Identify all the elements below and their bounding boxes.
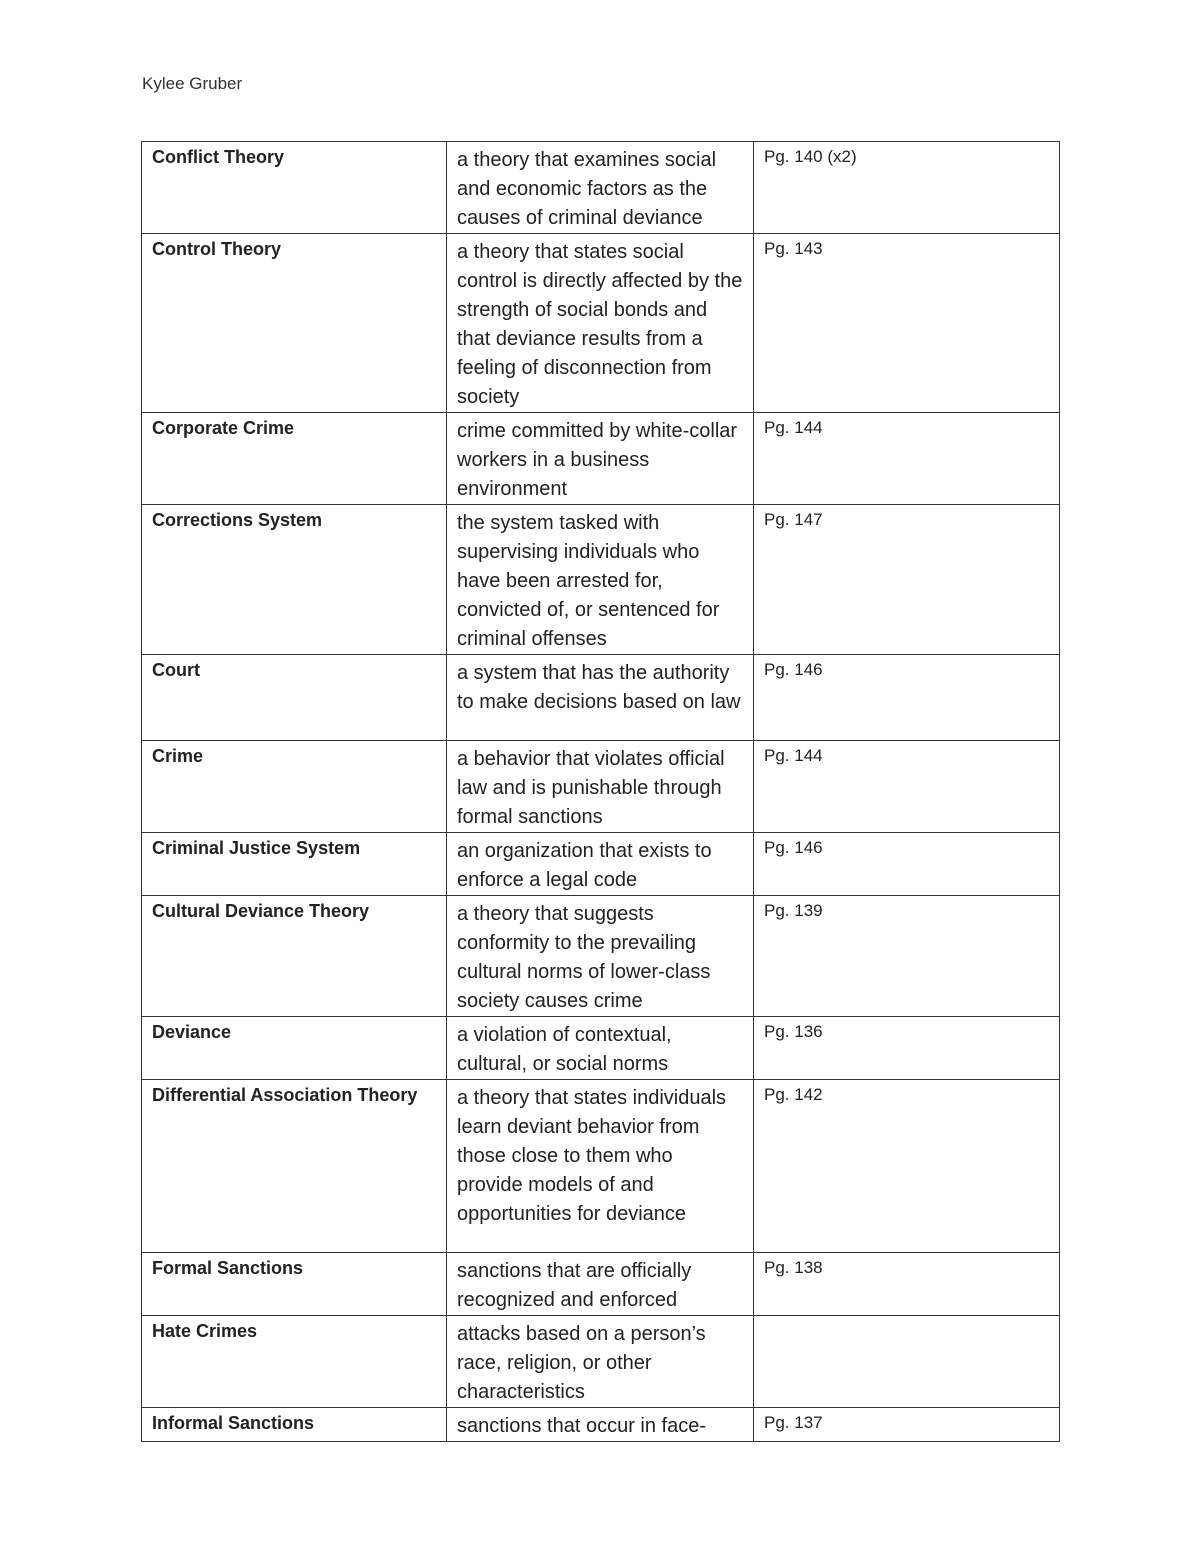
term-cell: Corporate Crime [142,413,447,505]
table-row [142,234,1060,413]
page-cell [754,1316,1060,1408]
definition-cell: sanctions that occur in face- [447,1408,754,1442]
page-cell: Pg. 139 [754,896,1060,1017]
definition-cell: a theory that states individuals learn deviant behavior from those close to them who provide models of and opportunities for deviance [447,1080,754,1253]
page-cell: Pg. 144 [754,741,1060,833]
term-cell: Criminal Justice System [142,833,447,896]
table-row [142,413,1060,505]
table-row [142,1080,1060,1253]
table-row [142,1253,1060,1316]
term-cell: Differential Association Theory [142,1080,447,1253]
term-cell: Crime [142,741,447,833]
table-row [142,1408,1060,1442]
page-cell: Pg. 146 [754,655,1060,741]
term-cell: Conflict Theory [142,142,447,234]
definition-cell: sanctions that are officially recognized and enforced [447,1253,754,1316]
definition-cell: a violation of contextual, cultural, or social norms [447,1017,754,1080]
page-cell: Pg. 137 [754,1408,1060,1442]
table-row [142,1316,1060,1408]
page-cell: Pg. 144 [754,413,1060,505]
term-cell: Cultural Deviance Theory [142,896,447,1017]
definition-cell: crime committed by white-collar workers in a business environment [447,413,754,505]
page-cell: Pg. 138 [754,1253,1060,1316]
page-cell: Pg. 147 [754,505,1060,655]
table-row [142,741,1060,833]
term-cell: Formal Sanctions [142,1253,447,1316]
table-row [142,655,1060,741]
definition-cell: the system tasked with supervising individuals who have been arrested for, convicted of, or sentenced for criminal offenses [447,505,754,655]
page-cell: Pg. 140 (x2) [754,142,1060,234]
definition-cell: a behavior that violates official law and is punishable through formal sanctions [447,741,754,833]
author-name: Kylee Gruber [142,74,243,93]
term-cell: Deviance [142,1017,447,1080]
definition-cell: a theory that suggests conformity to the prevailing cultural norms of lower-class society causes crime [447,896,754,1017]
page-cell: Pg. 136 [754,1017,1060,1080]
table-row [142,505,1060,655]
glossary-table [141,141,1060,1442]
page-cell: Pg. 146 [754,833,1060,896]
term-cell: Informal Sanctions [142,1408,447,1442]
page-cell: Pg. 142 [754,1080,1060,1253]
table-row [142,1017,1060,1080]
definition-cell: attacks based on a person’s race, religion, or other characteristics [447,1316,754,1408]
table-row [142,833,1060,896]
definition-cell: an organization that exists to enforce a legal code [447,833,754,896]
page-cell: Pg. 143 [754,234,1060,413]
term-cell: Court [142,655,447,741]
definition-cell: a theory that states social control is directly affected by the strength of social bonds and that deviance results from a feeling of disconnection from society [447,234,754,413]
term-cell: Hate Crimes [142,1316,447,1408]
definition-cell: a system that has the authority to make decisions based on law [447,655,754,741]
definition-cell: a theory that examines social and economic factors as the causes of criminal deviance [447,142,754,234]
table-row [142,142,1060,234]
term-cell: Corrections System [142,505,447,655]
table-row [142,896,1060,1017]
term-cell: Control Theory [142,234,447,413]
